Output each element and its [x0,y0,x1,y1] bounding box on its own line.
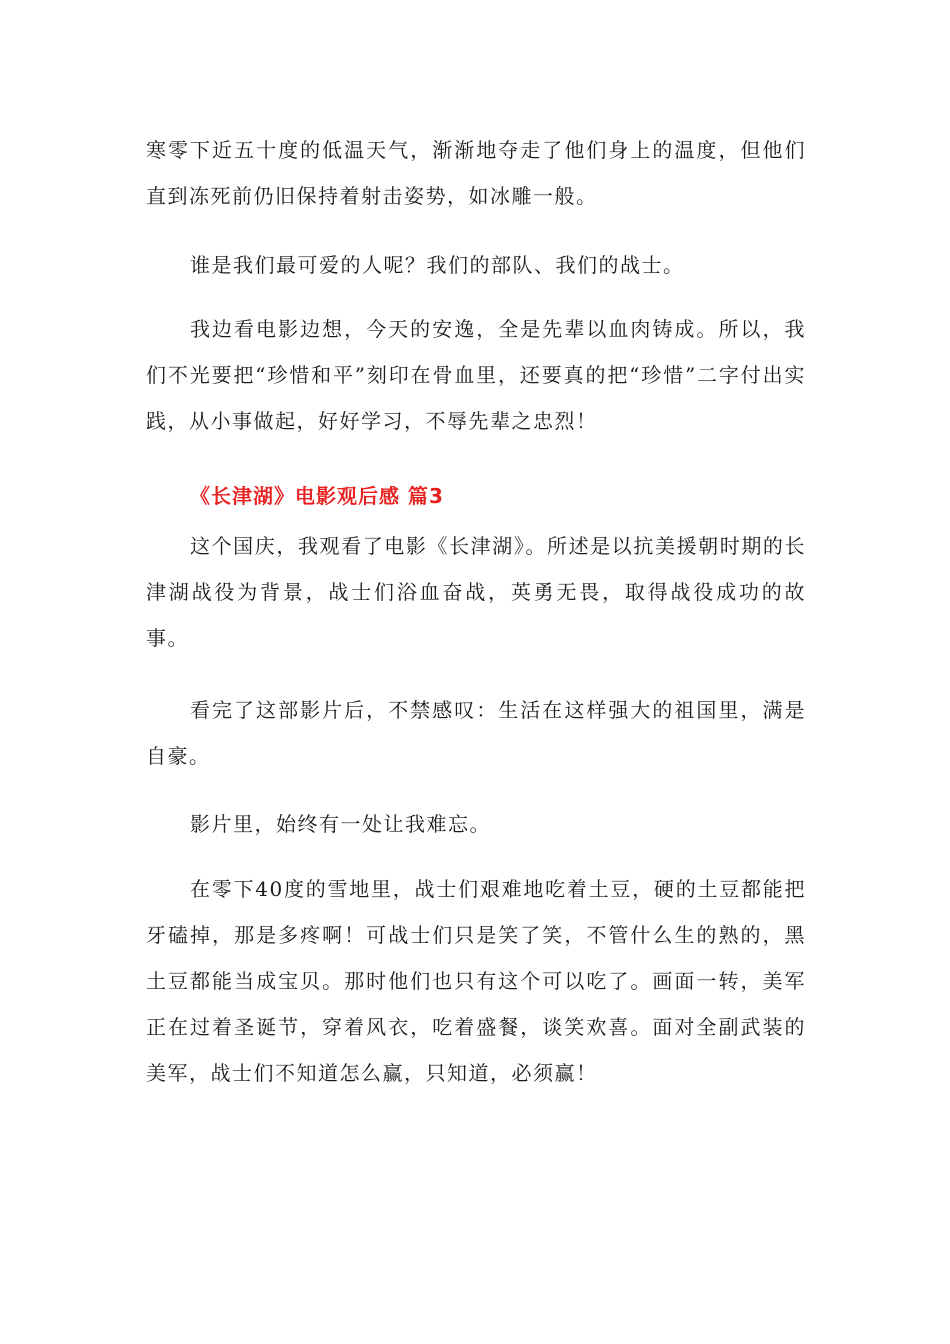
paragraph: 影片里，始终有一处让我难忘。 [190,812,491,836]
paragraph: 在零下40度的雪地里，战士们艰难地吃着土豆，硬的土豆都能把牙磕掉，那是多疼啊！可战士们只是笑了笑，不管什么生的熟的，黑土豆都能当成宝贝。那时他们也只有这个可以吃了。画面一转，美军正在过着圣诞节，穿着风衣，吃着盛餐，谈笑欢喜。面对全副武装的美军，战士们不知道怎么赢，只知道，必须赢！ [146,877,806,1085]
paragraph: 谁是我们最可爱的人呢？我们的部队、我们的战士。 [190,253,685,277]
paragraph: 看完了这部影片后，不禁感叹：生活在这样强大的祖国里，满是自豪。 [146,698,806,768]
paragraph-continuation: 寒零下近五十度的低温天气，渐渐地夺走了他们身上的温度，但他们直到冻死前仍旧保持着射击姿势，如冰雕一般。 [146,138,806,208]
paragraph: 我边看电影边想，今天的安逸，全是先辈以血肉铸成。所以，我们不光要把“珍惜和平”刻印在骨血里，还要真的把“珍惜”二字付出实践，从小事做起，好好学习，不辱先辈之忠烈！ [146,317,806,433]
paragraph: 这个国庆，我观看了电影《长津湖》。所述是以抗美援朝时期的长津湖战役为背景，战士们浴血奋战，英勇无畏，取得战役成功的故事。 [146,534,806,650]
section-heading: 《长津湖》电影观后感 篇3 [190,484,444,508]
